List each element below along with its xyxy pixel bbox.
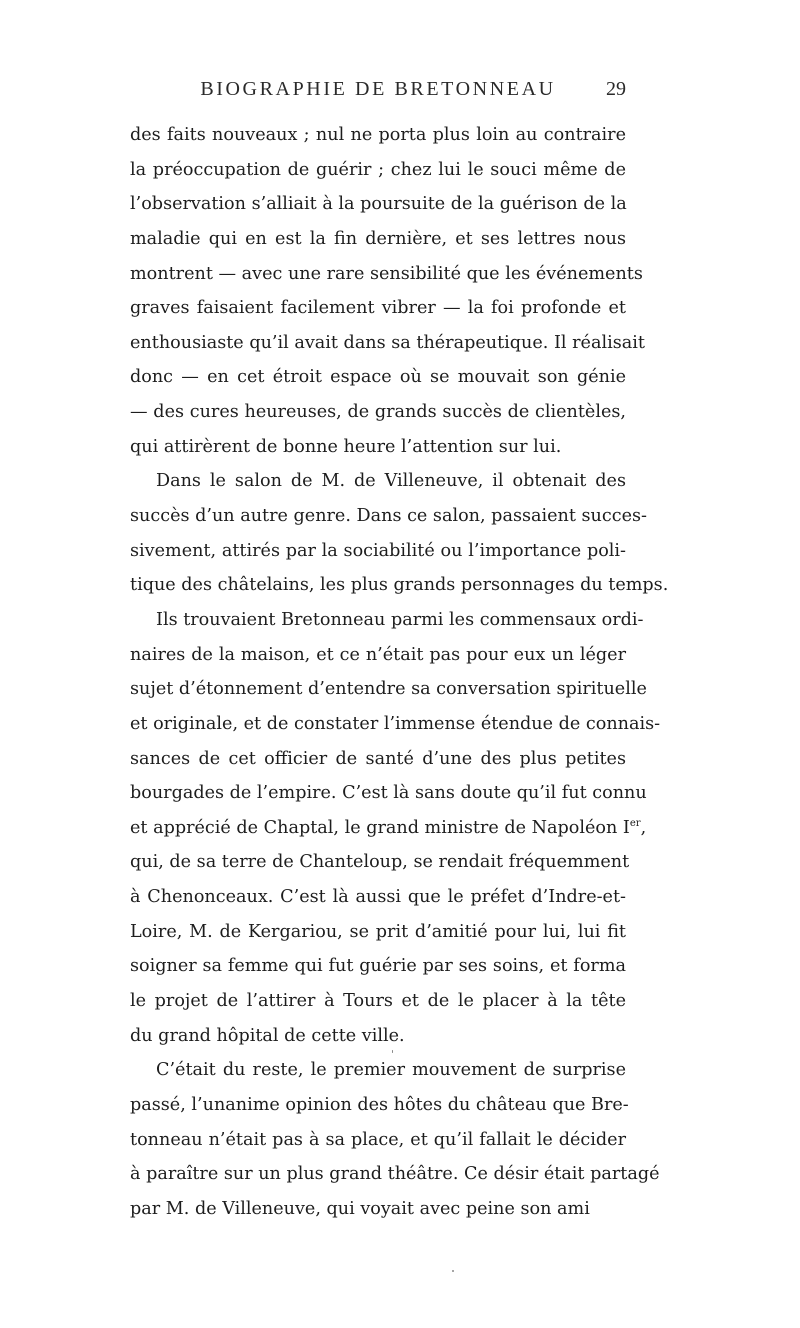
text-line: naires de la maison, et ce n’était pas pour eux un léger xyxy=(130,644,626,665)
text-line: le projet de l’attirer à Tours et de le placer à la tête xyxy=(130,991,626,1012)
text-line: à Chenonceaux. C’est là aussi que le préfet d’Indre-et- xyxy=(130,887,626,908)
text-line: donc — en cet étroit espace où se mouvait son génie xyxy=(130,367,626,388)
text-line: Loire, M. de Kergariou, se prit d’amitié pour lui, lui fit xyxy=(130,921,626,942)
text-line: tonneau n’était pas à sa place, et qu’il fallait le décider xyxy=(130,1129,626,1150)
paper-speck xyxy=(392,1050,393,1053)
paper-speck xyxy=(452,1270,454,1272)
running-title: BIOGRAPHIE DE BRETONNEAU xyxy=(200,78,556,100)
text-line: bourgades de l’empire. C’est là sans doute qu’il fut connu xyxy=(130,783,647,804)
text-line: soigner sa femme qui fut guérie par ses soins, et forma xyxy=(130,956,626,977)
text-line: sances de cet officier de santé d’une des plus petites xyxy=(130,748,626,769)
text-line: à paraître sur un plus grand théâtre. Ce désir était partagé xyxy=(130,1164,660,1185)
text-line: tique des châtelains, les plus grands personnages du temps. xyxy=(130,575,669,596)
superscript-er: er xyxy=(629,817,641,829)
running-header xyxy=(130,78,626,106)
text-line: Dans le salon de M. de Villeneuve, il obtenait des xyxy=(156,471,626,492)
text-line: sivement, attirés par la sociabilité ou l’importance poli- xyxy=(130,540,626,561)
page-number: 29 xyxy=(606,78,626,100)
body-text xyxy=(130,118,669,1227)
comma: , xyxy=(640,817,647,838)
text-line: l’observation s’alliait à la poursuite de la guérison de la xyxy=(130,194,627,215)
text-line: et originale, et de constater l’immense étendue de connais- xyxy=(130,713,661,734)
text-fragment: et apprécié de Chaptal, le grand ministre de Napoléon I xyxy=(130,817,630,838)
text-line: C’était du reste, le premier mouvement de surprise xyxy=(156,1060,626,1081)
text-line: du grand hôpital de cette ville. xyxy=(130,1025,405,1046)
text-line: enthousiaste qu’il avait dans sa thérapeutique. Il réalisait xyxy=(130,332,645,353)
text-line: par M. de Villeneuve, qui voyait avec peine son ami xyxy=(130,1198,590,1219)
text-line: montrent — avec une rare sensibilité que les événements xyxy=(130,263,643,284)
text-line: Ils trouvaient Bretonneau parmi les commensaux ordi- xyxy=(156,609,644,630)
text-line: des faits nouveaux ; nul ne porta plus loin au contraire xyxy=(130,125,626,145)
text-line: succès d’un autre genre. Dans ce salon, passaient succes- xyxy=(130,506,647,527)
text-line: sujet d’étonnement d’entendre sa conversation spirituelle xyxy=(130,679,647,700)
text-line: graves faisaient facilement vibrer — la foi profonde et xyxy=(130,298,626,319)
text-line: qui attirèrent de bonne heure l’attention sur lui. xyxy=(130,436,562,457)
text-line: qui, de sa terre de Chanteloup, se rendait fréquemment xyxy=(130,852,630,873)
text-line: — des cures heureuses, de grands succès de clientèles, xyxy=(130,402,626,423)
text-line-napoleon xyxy=(130,811,647,846)
text-line: maladie qui en est la fin dernière, et ses lettres nous xyxy=(130,228,626,249)
text-line: passé, l’unanime opinion des hôtes du château que Bre- xyxy=(130,1094,629,1115)
text-line: la préoccupation de guérir ; chez lui le souci même de xyxy=(130,159,626,180)
